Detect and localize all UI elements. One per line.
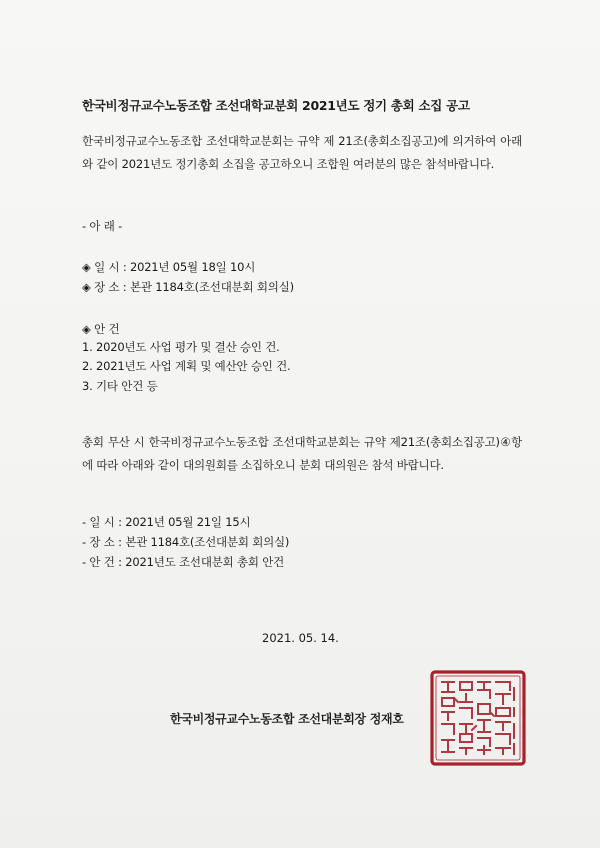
official-seal-icon [428, 668, 528, 768]
fallback-datetime: - 일 시 : 2021년 05월 21일 15시 [82, 515, 251, 529]
signer-line: 한국비정규교수노동조합 조선대분회장 정재호 [170, 712, 404, 726]
agenda-heading: ◈ 안 건 [82, 322, 120, 336]
fallback-paragraph: 총회 무산 시 한국비정규교수노동조합 조선대학교분회는 규약 제21조(총회소집공고)④항에 따라 아래와 같이 대의원회를 소집하오니 분회 대의원은 참석 바랍니다. [82, 435, 522, 472]
fallback-place: - 장 소 : 본관 1184호(조선대분회 회의실) [82, 535, 290, 549]
fallback-agenda: - 안 건 : 2021년도 조선대분회 총회 안건 [82, 555, 285, 569]
agenda-item-1: 1. 2020년도 사업 평가 및 결산 승인 건. [82, 340, 280, 354]
below-marker: - 아 래 - [82, 219, 123, 233]
agenda-item-3: 3. 기타 안건 등 [82, 379, 158, 393]
meeting-datetime: ◈ 일 시 : 2021년 05월 18일 10시 [82, 260, 256, 274]
agenda-item-2: 2. 2021년도 사업 계획 및 예산안 승인 건. [82, 359, 291, 373]
intro-paragraph: 한국비정규교수노동조합 조선대학교분회는 규약 제 21조(총회소집공고)에 의거하여 아래와 같이 2021년도 정기총회 소집을 공고하오니 조합원 여러분의 많은 참석바랍니다. [82, 134, 522, 171]
document-date: 2021. 05. 14. [262, 631, 339, 645]
meeting-place: ◈ 장 소 : 본관 1184호(조선대분회 회의실) [82, 280, 294, 294]
page-title: 한국비정규교수노동조합 조선대학교분회 2021년도 정기 총회 소집 공고 [82, 98, 470, 113]
